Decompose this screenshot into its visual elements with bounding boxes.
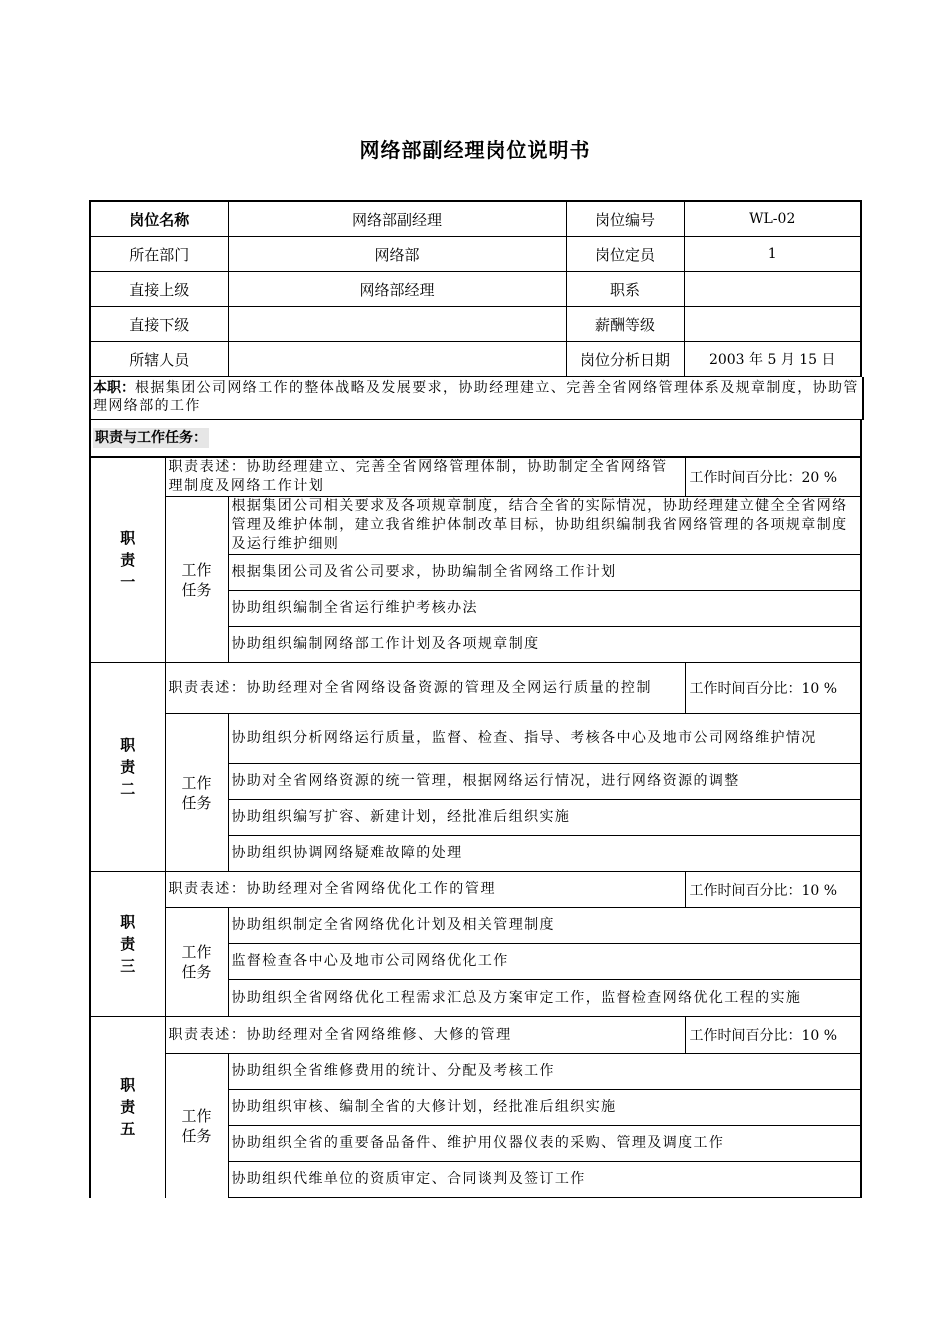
position-name-label: 岗位名称 <box>90 201 228 237</box>
salary-grade-label: 薪酬等级 <box>566 307 684 342</box>
task-item: 协助组织全省的重要备品备件、维护用仪器仪表的采购、管理及调度工作 <box>228 1126 861 1162</box>
task-item: 协助组织编制全省运行维护考核办法 <box>228 591 861 627</box>
headcount-value: 1 <box>684 237 861 272</box>
info-row <box>90 201 861 237</box>
core-text: 根据集团公司网络工作的整体战略及发展要求，协助经理建立、完善全省网络管理体系及规章制度，协助管理网络部的工作 <box>93 380 859 414</box>
duty-row <box>90 1017 861 1054</box>
duty-label: 职责二 <box>90 663 165 872</box>
salary-grade-value <box>684 307 861 342</box>
headcount-label: 岗位定员 <box>566 237 684 272</box>
core-responsibility <box>89 377 864 420</box>
core-label: 本职： <box>93 380 135 396</box>
task-item: 根据集团公司及省公司要求，协助编制全省网络工作计划 <box>228 555 861 591</box>
duty-label: 职责一 <box>90 458 165 663</box>
task-row <box>90 908 861 944</box>
analysis-date-label: 岗位分析日期 <box>566 342 684 377</box>
job-family-value <box>684 272 861 307</box>
task-item: 协助组织制定全省网络优化计划及相关管理制度 <box>228 908 861 944</box>
position-code-value: WL-02 <box>684 201 861 237</box>
section-label: 职责与工作任务： <box>95 430 207 446</box>
task-item: 根据集团公司相关要求及各项规章制度，结合全省的实际情况，协助经理建立健全全省网络管理及维护体制，建立我省维护体制改革目标，协助组织编制我省网络管理的各项规章制度及运行维护细则 <box>228 497 861 555</box>
task-row <box>90 497 861 555</box>
page-title: 网络部副经理岗位说明书 <box>359 138 591 162</box>
department-label: 所在部门 <box>90 237 228 272</box>
task-item: 监督检查各中心及地市公司网络优化工作 <box>228 944 861 980</box>
info-row <box>90 342 861 377</box>
task-item: 协助组织审核、编制全省的大修计划，经批准后组织实施 <box>228 1090 861 1126</box>
duty-description: 职责表述：协助经理对全省网络优化工作的管理 <box>165 872 685 908</box>
subordinate-value <box>228 307 566 342</box>
task-row <box>90 1054 861 1090</box>
task-item: 协助组织协调网络疑难故障的处理 <box>228 836 861 872</box>
task-item: 协助组织分析网络运行质量，监督、检查、指导、考核各中心及地市公司网络维护情况 <box>228 714 861 764</box>
task-item: 协助组织编制网络部工作计划及各项规章制度 <box>228 627 861 663</box>
position-code-label: 岗位编号 <box>566 201 684 237</box>
task-item: 协助组织代维单位的资质审定、合同谈判及签订工作 <box>228 1162 861 1198</box>
task-item: 协助对全省网络资源的统一管理，根据网络运行情况，进行网络资源的调整 <box>228 764 861 800</box>
duty-label: 职责五 <box>90 1017 165 1198</box>
task-item: 协助组织全省网络优化工程需求汇总及方案审定工作，监督检查网络优化工程的实施 <box>228 980 861 1017</box>
duty-description: 职责表述：协助经理对全省网络维修、大修的管理 <box>165 1017 685 1054</box>
duties-table <box>89 457 862 1198</box>
superior-label: 直接上级 <box>90 272 228 307</box>
duty-time-percent: 工作时间百分比：10 % <box>685 1017 861 1054</box>
task-label: 工作任务 <box>165 908 228 1017</box>
duty-row <box>90 872 861 908</box>
analysis-date-value: 2003 年 5 月 15 日 <box>684 342 861 377</box>
duty-label: 职责三 <box>90 872 165 1017</box>
duty-row <box>90 663 861 714</box>
task-item: 协助组织编写扩容、新建计划，经批准后组织实施 <box>228 800 861 836</box>
task-item: 协助组织全省维修费用的统计、分配及考核工作 <box>228 1054 861 1090</box>
position-name-value: 网络部副经理 <box>228 201 566 237</box>
task-label: 工作任务 <box>165 714 228 872</box>
duty-time-percent: 工作时间百分比：10 % <box>685 663 861 714</box>
duty-description: 职责表述：协助经理对全省网络设备资源的管理及全网运行质量的控制 <box>165 663 685 714</box>
job-description-sheet <box>89 200 860 1200</box>
info-row <box>90 272 861 307</box>
task-row <box>90 714 861 764</box>
duty-description: 职责表述：协助经理建立、完善全省网络管理体制，协助制定全省网络管理制度及网络工作计划 <box>165 458 685 497</box>
staff-value <box>228 342 566 377</box>
info-row <box>90 307 861 342</box>
job-family-label: 职系 <box>566 272 684 307</box>
info-row <box>90 237 861 272</box>
duty-time-percent: 工作时间百分比：10 % <box>685 872 861 908</box>
subordinate-label: 直接下级 <box>90 307 228 342</box>
task-label: 工作任务 <box>165 497 228 663</box>
department-value: 网络部 <box>228 237 566 272</box>
staff-label: 所辖人员 <box>90 342 228 377</box>
superior-value: 网络部经理 <box>228 272 566 307</box>
section-heading <box>89 420 862 457</box>
duty-row <box>90 458 861 497</box>
duty-time-percent: 工作时间百分比：20 % <box>685 458 861 497</box>
basic-info-table <box>89 200 862 377</box>
task-label: 工作任务 <box>165 1054 228 1198</box>
